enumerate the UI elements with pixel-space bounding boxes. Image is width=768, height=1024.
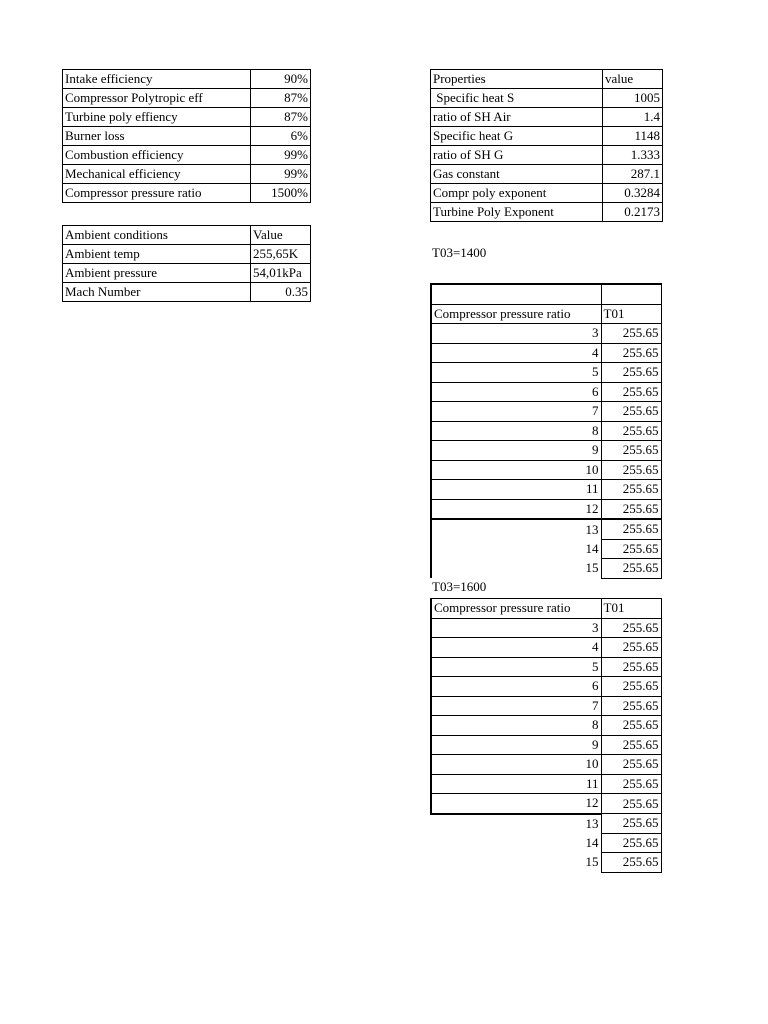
- table-row: [431, 677, 661, 697]
- ambient-name: Ambient temp: [63, 245, 251, 264]
- table-row: [431, 638, 661, 658]
- table-row: [431, 421, 661, 441]
- param-value: 99%: [251, 146, 311, 165]
- pressure-ratio: 5: [431, 363, 601, 383]
- param-name: Burner loss: [63, 127, 251, 146]
- t01-value: 255.65: [601, 774, 661, 794]
- t01-value: 255.65: [601, 657, 661, 677]
- param-value: 87%: [251, 108, 311, 127]
- table-header-row: [431, 70, 663, 89]
- pressure-ratio: 10: [431, 460, 601, 480]
- t01-value: 255.65: [601, 618, 661, 638]
- property-value: 287.1: [603, 165, 663, 184]
- table-row: [431, 774, 661, 794]
- table-header-row: [63, 226, 311, 245]
- table-header-row: [431, 599, 661, 619]
- column-header: Ambient conditions: [63, 226, 251, 245]
- ambient-value: 255,65K: [251, 245, 311, 264]
- table-row: [63, 108, 311, 127]
- column-header: Value: [251, 226, 311, 245]
- column-header: T01: [601, 599, 661, 619]
- t01-value: 255.65: [601, 677, 661, 697]
- t01-value: 255.65: [601, 638, 661, 658]
- param-name: Combustion efficiency: [63, 146, 251, 165]
- param-value: 1500%: [251, 184, 311, 203]
- ambient-name: Mach Number: [63, 283, 251, 302]
- t01-value: 255.65: [601, 559, 661, 579]
- table-row: [431, 460, 661, 480]
- ambient-value: 0.35: [251, 283, 311, 302]
- column-header: T01: [601, 304, 661, 324]
- table-row: [431, 324, 661, 344]
- column-header: value: [603, 70, 663, 89]
- ambient-conditions-table: [62, 225, 311, 302]
- pressure-ratio: 14: [431, 833, 601, 853]
- ambient-name: Ambient pressure: [63, 264, 251, 283]
- case-1400-label: T03=1400: [432, 245, 487, 260]
- pressure-ratio: 13: [431, 519, 601, 539]
- table-header-row: [431, 304, 661, 324]
- gas-properties-table: [430, 69, 663, 222]
- table-row: [431, 402, 661, 422]
- property-value: 0.2173: [603, 203, 663, 222]
- table-row: [431, 833, 661, 853]
- table-spacer-row: [431, 284, 661, 304]
- pressure-ratio: 15: [431, 559, 601, 579]
- pressure-ratio: 5: [431, 657, 601, 677]
- case-1600-table: [430, 598, 662, 873]
- pressure-ratio: 6: [431, 382, 601, 402]
- t01-value: 255.65: [601, 735, 661, 755]
- table-row: [431, 559, 661, 579]
- param-name: Compressor pressure ratio: [63, 184, 251, 203]
- t01-value: 255.65: [601, 716, 661, 736]
- pressure-ratio: 10: [431, 755, 601, 775]
- table-row: [431, 755, 661, 775]
- param-value: 99%: [251, 165, 311, 184]
- pressure-ratio: 11: [431, 480, 601, 500]
- param-value: 90%: [251, 70, 311, 89]
- property-name: Compr poly exponent: [431, 184, 603, 203]
- table-row: [431, 657, 661, 677]
- pressure-ratio: 11: [431, 774, 601, 794]
- t01-value: 255.65: [601, 794, 661, 814]
- table-row: [431, 716, 661, 736]
- table-row: [431, 539, 661, 559]
- t01-value: 255.65: [601, 814, 661, 834]
- pressure-ratio: 8: [431, 716, 601, 736]
- pressure-ratio: 7: [431, 696, 601, 716]
- table-row: [431, 89, 663, 108]
- t01-value: 255.65: [601, 382, 661, 402]
- property-name: ratio of SH G: [431, 146, 603, 165]
- t01-value: 255.65: [601, 539, 661, 559]
- table-row: [431, 794, 661, 814]
- pressure-ratio: 7: [431, 402, 601, 422]
- table-row: [431, 363, 661, 383]
- pressure-ratio: 8: [431, 421, 601, 441]
- table-row: [63, 165, 311, 184]
- pressure-ratio: 13: [431, 814, 601, 834]
- pressure-ratio: 12: [431, 794, 601, 814]
- table-row: [431, 127, 663, 146]
- property-value: 1.4: [603, 108, 663, 127]
- table-row: [431, 165, 663, 184]
- property-name: Gas constant: [431, 165, 603, 184]
- t01-value: 255.65: [601, 460, 661, 480]
- pressure-ratio: 12: [431, 499, 601, 519]
- property-name: Specific heat S: [431, 89, 603, 108]
- t01-value: 255.65: [601, 833, 661, 853]
- t01-value: 255.65: [601, 363, 661, 383]
- table-row: [63, 70, 311, 89]
- t01-value: 255.65: [601, 402, 661, 422]
- property-name: Specific heat G: [431, 127, 603, 146]
- pressure-ratio: 3: [431, 618, 601, 638]
- t01-value: 255.65: [601, 755, 661, 775]
- pressure-ratio: 4: [431, 638, 601, 658]
- table-row: [431, 146, 663, 165]
- table-row: [431, 814, 661, 834]
- t01-value: 255.65: [601, 499, 661, 519]
- table-row: [431, 343, 661, 363]
- property-value: 1005: [603, 89, 663, 108]
- table-row: [431, 735, 661, 755]
- table-row: [431, 499, 661, 519]
- column-header: Compressor pressure ratio: [431, 599, 601, 619]
- property-name: Turbine Poly Exponent: [431, 203, 603, 222]
- t01-value: 255.65: [601, 853, 661, 873]
- t01-value: 255.65: [601, 696, 661, 716]
- t01-value: 255.65: [601, 480, 661, 500]
- t01-value: 255.65: [601, 421, 661, 441]
- table-row: [431, 203, 663, 222]
- table-row: [431, 853, 661, 873]
- case-1600-label: T03=1600: [432, 579, 487, 594]
- property-name: ratio of SH Air: [431, 108, 603, 127]
- pressure-ratio: 6: [431, 677, 601, 697]
- property-value: 1148: [603, 127, 663, 146]
- t01-value: 255.65: [601, 324, 661, 344]
- column-header: Properties: [431, 70, 603, 89]
- table-row: [431, 184, 663, 203]
- table-row: [431, 519, 661, 539]
- table-row: [63, 146, 311, 165]
- table-row: [63, 264, 311, 283]
- param-value: 6%: [251, 127, 311, 146]
- pressure-ratio: 14: [431, 539, 601, 559]
- table-row: [431, 382, 661, 402]
- table-row: [431, 696, 661, 716]
- table-row: [431, 108, 663, 127]
- pressure-ratio: 9: [431, 735, 601, 755]
- t01-value: 255.65: [601, 441, 661, 461]
- table-row: [63, 184, 311, 203]
- table-row: [63, 245, 311, 264]
- param-name: Turbine poly effiency: [63, 108, 251, 127]
- table-row: [63, 127, 311, 146]
- pressure-ratio: 4: [431, 343, 601, 363]
- pressure-ratio: 3: [431, 324, 601, 344]
- param-name: Intake efficiency: [63, 70, 251, 89]
- ambient-value: 54,01kPa: [251, 264, 311, 283]
- case-1400-table: [430, 283, 662, 579]
- column-header: Compressor pressure ratio: [431, 304, 601, 324]
- param-value: 87%: [251, 89, 311, 108]
- t01-value: 255.65: [601, 343, 661, 363]
- pressure-ratio: 9: [431, 441, 601, 461]
- pressure-ratio: 15: [431, 853, 601, 873]
- table-row: [431, 618, 661, 638]
- t01-value: 255.65: [601, 519, 661, 539]
- table-row: [63, 89, 311, 108]
- table-row: [63, 283, 311, 302]
- param-name: Mechanical efficiency: [63, 165, 251, 184]
- param-name: Compressor Polytropic eff: [63, 89, 251, 108]
- property-value: 0.3284: [603, 184, 663, 203]
- table-row: [431, 480, 661, 500]
- engine-parameters-table: [62, 69, 311, 203]
- property-value: 1.333: [603, 146, 663, 165]
- table-row: [431, 441, 661, 461]
